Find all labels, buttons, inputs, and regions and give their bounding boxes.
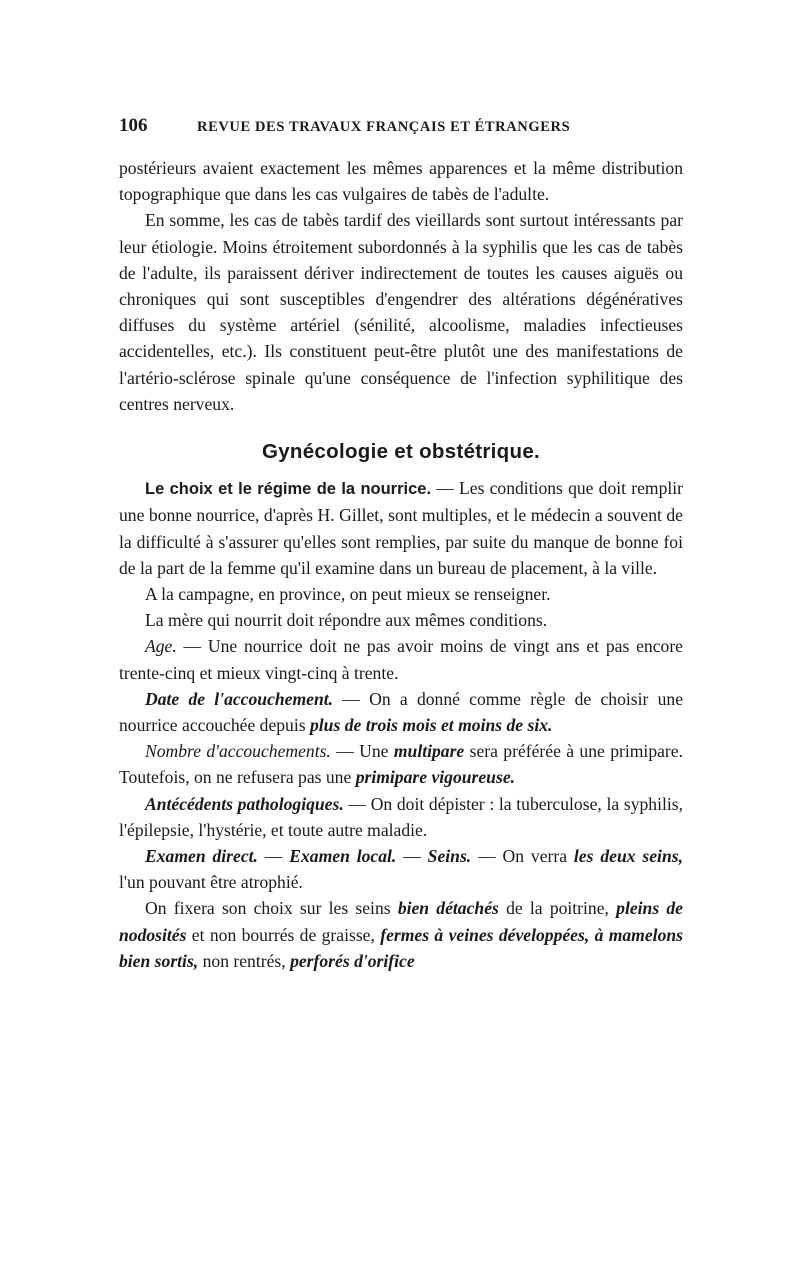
fixera-emphasis-2: pleins de nodosités — [119, 898, 683, 945]
paragraph-mere: La mère qui nourrit doit répondre aux mêmes conditions. — [145, 610, 548, 631]
page-header — [119, 113, 683, 143]
fixera-text-3: et non bourrés de graisse, — [186, 924, 381, 945]
fixera-text-4: non rentrés, — [198, 950, 291, 971]
nombre-label: Nombre d'accouchements. — [145, 741, 331, 762]
antecedents-text: — On doit dépister : la tuberculose, la syphilis, l'épilepsie, l'hystérie, et toute autre maladie. — [119, 793, 683, 840]
paragraph-age — [119, 633, 683, 685]
examen-sep-1: — — [257, 846, 290, 867]
examen-text: — On verra — [471, 846, 574, 867]
examen-sep-2: — — [396, 846, 428, 867]
nombre-multipare: multipare — [393, 741, 465, 762]
date-label: Date de l'accouchement. — [145, 688, 334, 709]
date-emphasis: plus de trois mois et moins de six. — [310, 715, 553, 736]
fixera-text-2: de la poitrine, — [498, 898, 617, 919]
seins-label: Seins. — [427, 846, 472, 867]
paragraph-date — [119, 686, 683, 738]
examen-local-label: Examen local. — [289, 846, 397, 867]
antecedents-label: Antécédents pathologiques. — [145, 793, 344, 814]
fixera-emphasis-1: bien détachés — [397, 898, 499, 919]
paragraph-summary: En somme, les cas de tabès tardif des vieillards sont surtout intéressants par leur étiologie. Moins étroitement subordonnés à la syphilis que les cas de tabès de l'adulte, ils paraissent dériver indirectement de toutes les causes aiguës ou chroniques qui sont susceptibles d'engendrer des altérations dégénératives diffuses du système artériel (sénilité, alcoolisme, maladies infectieuses accidentelles, etc.). Ils constituent peut-être plutôt une des manifestations de l'artério-sclérose spinale qu'une conséquence de l'infection syphilitique des centres nerveux. — [119, 210, 683, 414]
age-label: Age. — [145, 636, 177, 657]
section-title: Gynécologie et obstétrique. — [261, 440, 541, 464]
paragraph-campagne: A la campagne, en province, on peut mieux se renseigner. — [145, 584, 551, 605]
paragraph-nourrice-intro — [119, 475, 683, 581]
date-text: — On a donné comme règle de choisir une nourrice accouchée depuis — [119, 688, 684, 736]
examen-text-2: l'un pouvant être atrophié. — [119, 872, 303, 893]
document-page — [119, 113, 683, 974]
nombre-text-1: — Une — [330, 741, 394, 762]
paragraph-examen — [119, 843, 683, 895]
running-title: REVUE DES TRAVAUX FRANÇAIS ET ÉTRANGERS — [197, 119, 571, 135]
examen-emphasis: les deux seins, — [573, 846, 683, 867]
age-text: — Une nourrice doit ne pas avoir moins de vingt ans et pas encore trente-cinq et mieux vingt-cinq à trente. — [119, 636, 683, 683]
fixera-text-1: On fixera son choix sur les seins — [145, 898, 398, 919]
fixera-emphasis-3: fermes à veines développées, à mamelons bien sortis, — [119, 924, 683, 971]
fixera-emphasis-4: perforés d'orifice — [290, 950, 415, 971]
page-number: 106 — [119, 115, 148, 136]
paragraph-antecedents — [119, 791, 683, 843]
intro-text: — Les conditions que doit remplir une bonne nourrice, d'après H. Gillet, sont multiples, et le médecin a souvent de la difficulté à s'assurer qu'elles sont remplies, par suite du manque de bonne foi de la part de la femme qu'il examine dans un bureau de placement, à la ville. — [119, 478, 683, 578]
run-in-heading: Le choix et le régime de la nourrice. — [145, 480, 432, 499]
paragraph-continuation: postérieurs avaient exactement les mêmes apparences et la même distribution topographique que dans les cas vulgaires de tabès de l'adulte. — [119, 158, 683, 205]
paragraph-nombre — [119, 738, 683, 790]
paragraph-fixera — [119, 895, 683, 974]
nombre-text-2: sera préférée à une primipare. Toutefois, on ne refusera pas une — [119, 741, 683, 788]
examen-direct-label: Examen direct. — [145, 846, 258, 867]
nombre-primipare: primipare vigoureuse. — [355, 767, 516, 788]
